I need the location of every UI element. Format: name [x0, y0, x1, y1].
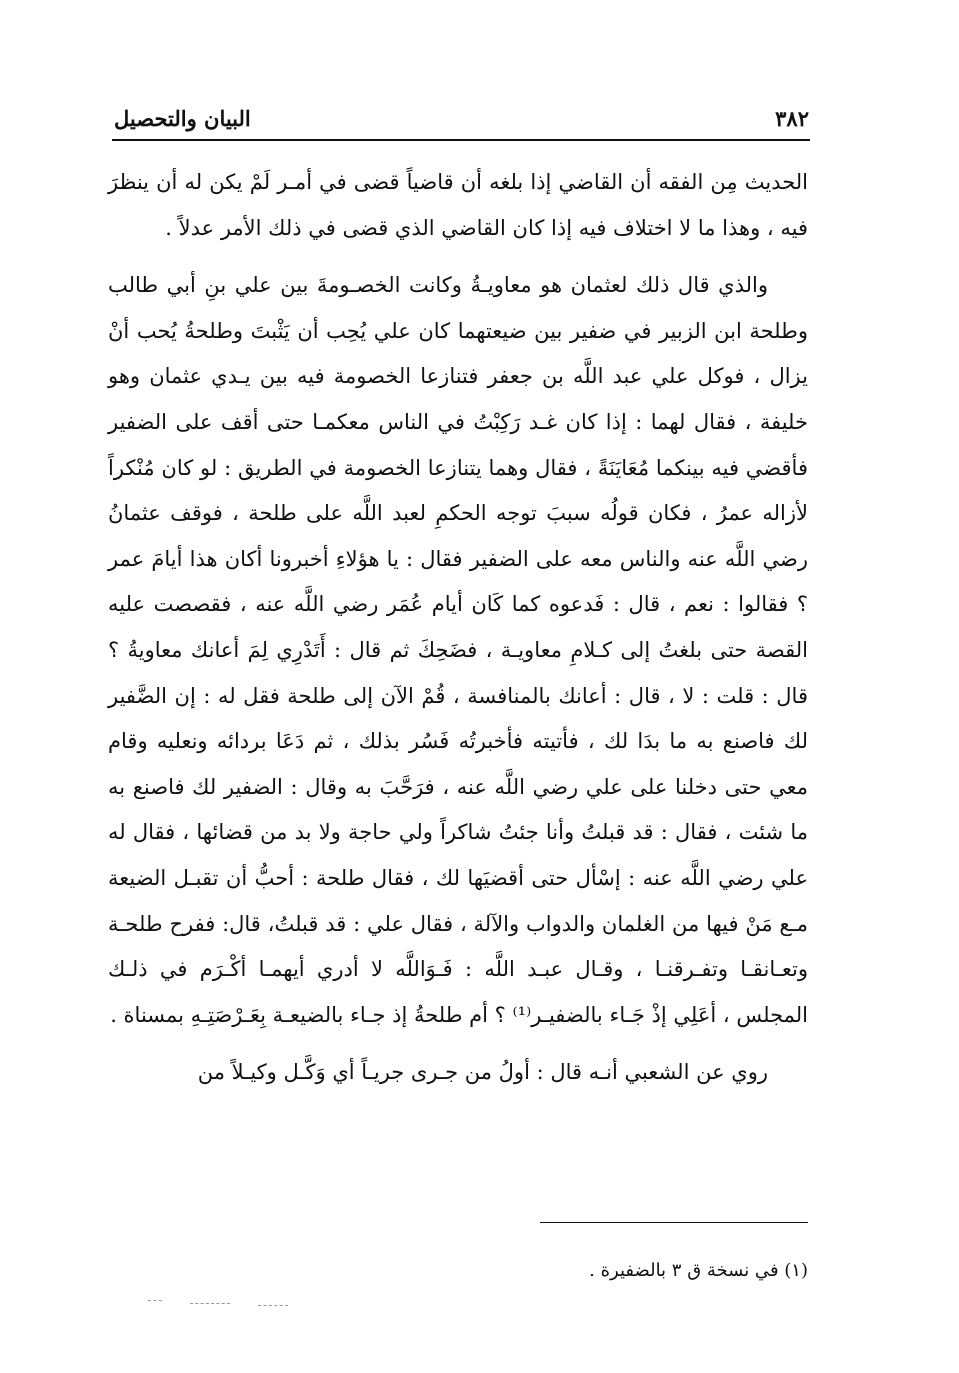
main-text	[108, 160, 808, 1108]
page-header	[114, 95, 809, 131]
scan-mark	[258, 1305, 288, 1306]
scan-mark	[190, 1303, 230, 1304]
paragraph-1: الحديث مِن الفقه أن القاضي إذا بلغه أن قاضياً قضى في أمـر لَمْ يكن له أن ينظرَ فيه ، وهذا ما لا اختلاف فيه إذا كان القاضي الذي قضى في ذلك الأمر عدلاً .	[108, 170, 808, 240]
scan-mark	[148, 1300, 162, 1301]
footnote-divider	[540, 1222, 808, 1223]
header-divider	[112, 139, 810, 141]
paragraph-3: روي عن الشعبي أنـه قال : أولُ من جـرى جريـاً أي وَكَّـل وكيـلاً من	[197, 1060, 768, 1085]
page-number: ٣٨٢	[775, 106, 809, 131]
paragraph-2: والذي قال ذلك لعثمان هو معاويـةُ وكانت الخصـومةَ بين علي بنِ أبي طالب وطلحة ابن الزبير في ضفير بين ضيعتهما كان علي يُحِب أن يَثْبتَ وطلحةُ يُحب أنْ يزال ، فوكل علي عبد اللَّه بن جعفر فتنازعا الخصومة فيه بين يـدي عثمان وهو خليفة ، فقال لهما : إذا كان غـد رَكِبْتُ في الناس معكمـا حتى أقف على الضفير فأقضي فيه بينكما مُعَايَنَةً ، فقال وهما يتنازعا الخصومة في الطريق : لو كان مُنْكراً لأزاله عمرُ ، فكان قولُه سببَ توجه الحكمِ لعبد اللَّه على طلحة ، فوقف عثمانُ رضي اللَّه عنه والناس معه على الضفير فقال : يا هؤلاءِ أخبرونا أكان هذا أيامَ عمر ؟ فقالوا : نعم ، قال : فَدعوه كما كَان أيام عُمَر رضي اللَّه عنه ، فقصصت عليه القصة حتى بلغتُ إلى كـلامِ معاويـة ، فضَحِكَ ثم قال : أَتَدْرِي لِمَ أعانك معاويةُ ؟ قال : قلت : لا ، قال : أعانك بالمنافسة ، قُمْ الآن إلى طلحة فقل له : إن الضَّفير لك فاصنع به ما بدَا لك ، فأتيته فأخبرتُه فَسُر بذلك ، ثم دَعَا بردائه ونعليه وقام معي حتى دخلنا على علي رضي اللَّه عنه ، فرَحَّبَ به وقال : الضفير لك فاصنع به ما شئت ، فقال : قد قبلتُ وأنا جئتُ شاكراً ولي حاجة ولا بد من قضائها ، فقال له علي رضي اللَّه عنه : إسْأل حتى أقضيَها لك ، فقال طلحة : أحبُّ أن تقبـل الضيعة مـع مَنْ فيها من الغلمان والدواب والآلة ، فقال علي : قد قبلتُ، قال: ففرح طلحـة وتعـانقـا وتفـرقنـا ، وقـال عبـد اللَّه : فَـوَاللَّه لا أدري أيهمـا أكْـرَم في ذلـك المجلس ، أعَلِي إذْ جَـاء بالضفيـر⁽¹⁾ ؟ أم طلحةُ إذ جـاء بالضيعـة بِعَـرْصَتِـهِ بمسناة .	[108, 273, 808, 1027]
footnote: (١) في نسخة ق ٣ بالضفيرة .	[589, 1260, 808, 1281]
running-title: البيان والتحصيل	[114, 106, 251, 131]
